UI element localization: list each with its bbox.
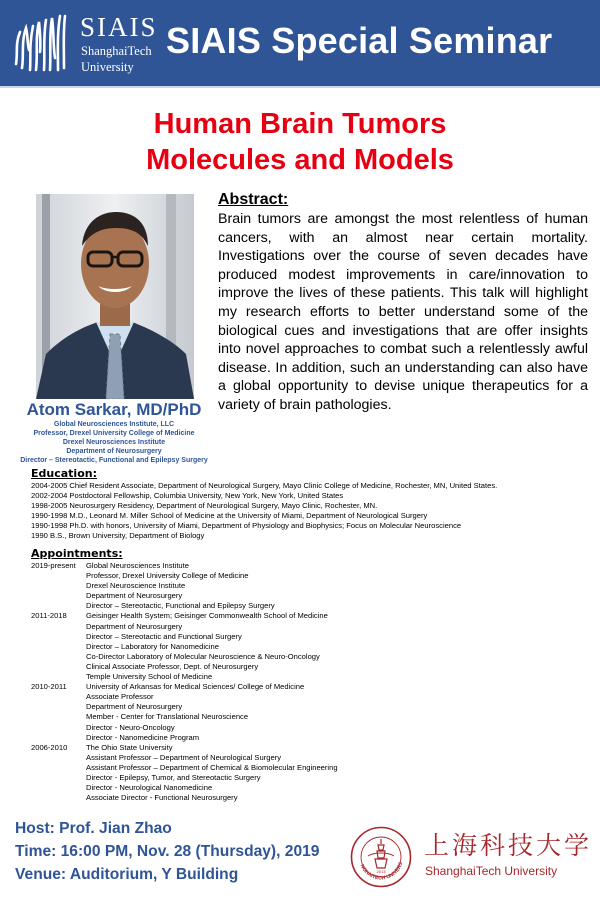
appointment-text: Department of Neurosurgery — [86, 591, 183, 601]
appointment-text: University of Arkansas for Medical Sciences/ College of Medicine — [86, 682, 305, 692]
speaker-affiliations — [0, 420, 228, 465]
appointment-row — [31, 642, 591, 652]
event-venue: Venue: Auditorium, Y Building — [15, 866, 239, 883]
appointments-heading: Appointments: — [31, 547, 123, 560]
appointment-row — [31, 652, 591, 662]
appointment-period: 2006-2010 — [31, 742, 68, 752]
event-time: Time: 16:00 PM, Nov. 28 (Thursday), 2019 — [15, 843, 320, 860]
appointment-row — [31, 581, 591, 591]
education-item: 2004-2005 Chief Resident Associate, Department of Neurological Surgery, Mayo Clinic College of Medicine, Rochester, MN, United States. — [31, 481, 498, 490]
appointment-row — [31, 622, 591, 632]
appointment-row — [31, 561, 591, 571]
talk-title-line-1: Human Brain Tumors — [153, 108, 447, 140]
appointment-text: Director - Neuro-Oncology — [86, 722, 175, 732]
education-heading: Education: — [31, 467, 97, 480]
appointment-text: Director – Laboratory for Nanomedicine — [86, 641, 219, 651]
appointment-text: Director - Nanomedicine Program — [86, 732, 200, 742]
appointment-row — [31, 632, 591, 642]
appointment-row — [31, 571, 591, 581]
logo-shanghaitech-text: ShanghaiTech — [81, 44, 152, 58]
logo-siais-text: SIAIS — [80, 12, 158, 42]
abstract-section — [218, 190, 588, 415]
speaker-affiliation: Drexel Neurosciences Institute — [62, 439, 166, 446]
appointment-text: Global Neurosciences Institute — [86, 561, 189, 570]
education-item: 1998-2005 Neurosurgery Residency, Department of Neurological Surgery, Mayo Clinic, Rochester, MN. — [31, 501, 378, 510]
speaker-affiliation: Global Neurosciences Institute, LLC — [53, 421, 175, 428]
appointment-row — [31, 723, 591, 733]
appointment-text: Drexel Neuroscience Institute — [86, 581, 186, 591]
education-item: 1990-1998 M.D., Leonard M. Miller School of Medicine at the University of Miami, Department of Neurological Surgery — [31, 511, 428, 520]
appointment-row — [31, 692, 591, 702]
appointment-row — [31, 702, 591, 712]
appointment-row — [31, 611, 591, 621]
appointment-text: Professor, Drexel University College of Medicine — [86, 571, 249, 581]
appointment-text: Clinical Associate Professor, Dept. of Neurosurgery — [86, 661, 259, 671]
appointment-row — [31, 672, 591, 682]
appointment-row — [31, 712, 591, 722]
appointment-row — [31, 601, 591, 611]
zebra-stripes-icon — [12, 12, 68, 72]
education-list — [31, 481, 591, 541]
appointment-row — [31, 743, 591, 753]
appointment-text: Member - Center for Translational Neuroscience — [86, 712, 249, 722]
speaker-affiliation: Professor, Drexel University College of Medicine — [33, 430, 195, 437]
appointment-row — [31, 793, 591, 803]
appointments-list — [31, 561, 591, 803]
abstract-heading: Abstract: — [218, 191, 289, 208]
education-item: 1990 B.S., Brown University, Department of Biology — [31, 531, 205, 540]
education-item: 1990-1998 Ph.D. with honors, University of Miami, Department of Physiology and Biophysics; Focus on Molecular Neuroscience — [31, 521, 462, 530]
appointment-row — [31, 763, 591, 773]
appointment-text: Geisinger Health System; Geisinger Commonwealth School of Medicine — [86, 611, 328, 621]
seal-year: 2013 — [376, 869, 386, 874]
appointment-text: Director – Stereotactic and Functional Surgery — [86, 631, 242, 641]
event-host: Host: Prof. Jian Zhao — [15, 820, 172, 837]
appointment-period: 2011-2018 — [31, 611, 67, 621]
logo-university-text: University — [81, 60, 134, 74]
appointment-row — [31, 591, 591, 601]
speaker-portrait-icon — [36, 194, 194, 399]
appointment-text: Director – Stereotactic, Functional and Epilepsy Surgery — [86, 601, 275, 611]
university-name-english: ShanghaiTech University — [425, 864, 558, 878]
talk-title — [0, 106, 600, 178]
abstract-body: Brain tumors are amongst the most relentless of human cancers, with an almost near certain mortality. Investigations over the course of seven decades have produced modest improvements in care/innovation to improve the lives of these patients. This talk will highlight my research efforts to better understand some of the biological cues and investigations that are offer insights into novel approaches to combat such a relentlessly awful disease. In addition, such an understanding can also have a global opportunity to devise unique therapeutics for a variety of brain pathologies. — [218, 211, 588, 413]
event-info — [15, 817, 319, 886]
appointment-text: Assistant Professor – Department of Neurological Surgery — [86, 752, 281, 762]
appointment-row — [31, 753, 591, 763]
appointment-text: Associate Professor — [86, 692, 154, 702]
appointment-row — [31, 662, 591, 672]
appointment-period: 2010-2011 — [31, 682, 67, 692]
appointment-row — [31, 773, 591, 783]
header-banner — [0, 0, 600, 88]
appointment-text: The Ohio State University — [86, 742, 173, 752]
appointment-period: 2019-present — [31, 561, 76, 570]
speaker-photo — [36, 194, 194, 399]
appointment-text: Department of Neurosurgery — [86, 621, 183, 631]
appointment-row — [31, 682, 591, 692]
appointment-text: Co-Director Laboratory of Molecular Neuroscience & Neuro-Oncology — [86, 651, 320, 661]
speaker-affiliation: Department of Neurosurgery — [66, 448, 162, 455]
appointment-text: Associate Director - Functional Neurosurgery — [86, 793, 238, 803]
appointment-text: Department of Neurosurgery — [86, 702, 183, 712]
shanghaitech-seal-icon — [350, 826, 412, 888]
speaker-name: Atom Sarkar, MD/PhD — [26, 400, 202, 419]
appointment-text: Director - Neurological Nanomedicine — [86, 783, 213, 793]
appointment-row — [31, 783, 591, 793]
appointment-row — [31, 733, 591, 743]
seal-university-text: NGHAITECH UNIVERS — [358, 861, 405, 882]
seminar-series-title: SIAIS Special Seminar — [166, 20, 553, 61]
appointment-text: Temple University School of Medicine — [86, 672, 213, 682]
talk-title-line-2: Molecules and Models — [146, 144, 454, 176]
education-item: 2002-2004 Postdoctoral Fellowship, Columbia University, New York, New York, United States — [31, 491, 344, 500]
appointment-text: Assistant Professor – Department of Chemical & Biomolecular Engineering — [86, 762, 338, 772]
appointment-text: Director - Epilepsy, Tumor, and Stereotactic Surgery — [86, 772, 261, 782]
university-name-chinese: 上海科技大学 — [424, 831, 593, 860]
speaker-affiliation: Director – Stereotactic, Functional and Epilepsy Surgery — [20, 457, 208, 464]
siais-logo — [12, 8, 160, 76]
